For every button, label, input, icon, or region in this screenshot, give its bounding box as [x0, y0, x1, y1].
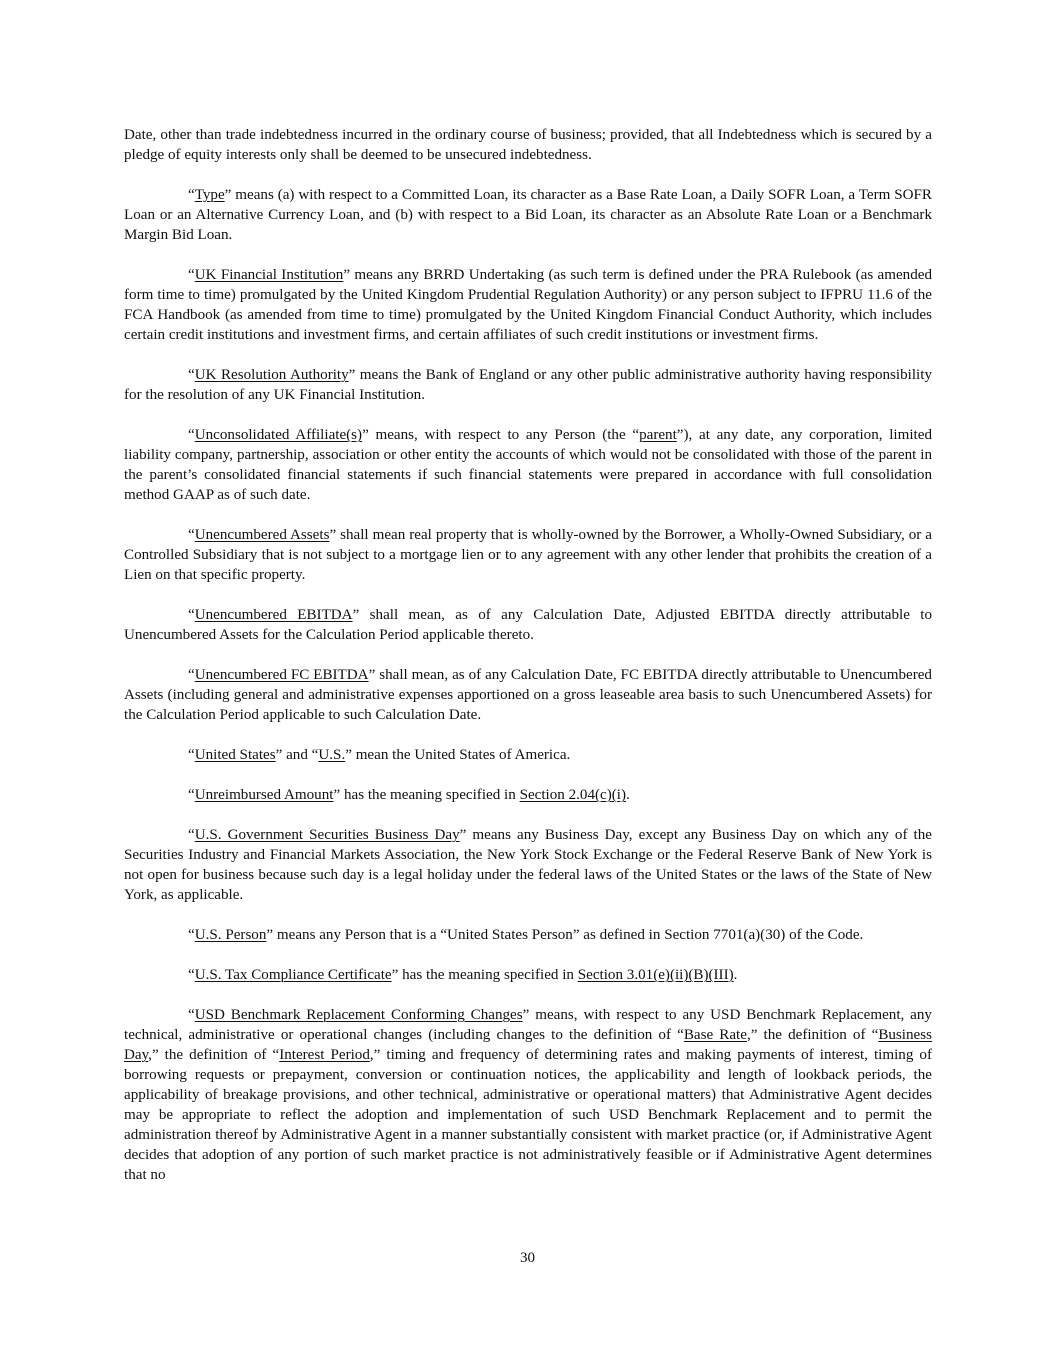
defined-term: Unreimbursed Amount [194, 787, 334, 803]
text-run: “ [188, 1007, 195, 1023]
defined-term: Section 3.01(e)(ii)(B)(III) [577, 967, 734, 983]
text-run: Date, other than trade indebtedness incurred in the ordinary course of business; provided, that all Indebtedness which is secured by a pledge of equity interests only shall be deemed to be unsecured indebtedness. [124, 127, 932, 163]
defined-term: U.S. Government Securities Business Day [194, 827, 460, 843]
definition-uk-financial-institution [124, 265, 932, 345]
text-run: ” means the Bank of England or any other public administrative authority having responsibility for the resolution of any UK Financial Institution. [124, 367, 932, 403]
text-run: ” and “ [275, 747, 319, 763]
defined-term: Unencumbered FC EBITDA [194, 667, 369, 683]
defined-term: U.S. Person [194, 927, 267, 943]
text-run: “ [188, 967, 195, 983]
text-run: ,” the definition of “ [746, 1027, 879, 1043]
defined-term: Unconsolidated Affiliate(s) [194, 427, 363, 443]
definition-unconsolidated-affiliates [124, 425, 932, 505]
text-run: ” means, with respect to any Person (the “ [362, 427, 640, 443]
definition-unreimbursed-amount [124, 785, 932, 805]
definition-united-states [124, 745, 932, 765]
text-run: “ [188, 927, 195, 943]
definition-type [124, 185, 932, 245]
defined-term: U.S. [318, 747, 346, 763]
text-run: ” has the meaning specified in [391, 967, 578, 983]
defined-term: UK Financial Institution [194, 267, 344, 283]
text-run: ” means (a) with respect to a Committed Loan, its character as a Base Rate Loan, a Daily SOFR Loan, a Term SOFR Loan or an Alternative Currency Loan, and (b) with respect to a Bid Loan, its character as an Absolute Rate Loan or a Benchmark Margin Bid Loan. [124, 187, 932, 243]
text-run: “ [188, 367, 195, 383]
text-run: ”), at any date, any corporation, limited liability company, partnership, association or other entity the accounts of which would not be consolidated with those of the parent in the parent’s consolidated financial statements if such financial statements were prepared in accordance with full consolidation method GAAP as of such date. [124, 427, 932, 503]
text-run: ” means any BRRD Undertaking (as such term is defined under the PRA Rulebook (as amended form time to time) promulgated by the United Kingdom Prudential Regulation Authority) or any person subject to IFPRU 11.6 of the FCA Handbook (as amended from time to time) promulgated by the United Kingdom Financial Conduct Authority, which includes certain credit institutions and investment firms, and certain affiliates of such credit institutions or investment firms. [124, 267, 932, 343]
text-run: ,” timing and frequency of determining rates and making payments of interest, timing of borrowing requests or prepayment, conversion or continuation notices, the applicability and length of lookback periods, the applicability of breakage provisions, and other technical, administrative or operational matters) that Administrative Agent decides may be appropriate to reflect the adoption and implementation of such USD Benchmark Replacement and to permit the administration thereof by Administrative Agent in a manner substantially consistent with market practice (or, if Administrative Agent decides that adoption of any portion of such market practice is not administratively feasible or if Administrative Agent determines that no [124, 1047, 933, 1183]
defined-term: Unencumbered Assets [194, 527, 330, 543]
defined-term: parent [639, 427, 677, 443]
text-run: “ [188, 787, 195, 803]
text-run: “ [188, 427, 195, 443]
text-run: ” mean the United States of America. [345, 747, 571, 763]
document-body [124, 125, 932, 1205]
text-run: ” means, with respect to any USD Benchmark Replacement, any technical, administrative or operational changes (including changes to the definition of “ [124, 1007, 932, 1043]
text-run: “ [188, 607, 195, 623]
text-run: ” shall mean, as of any Calculation Date, Adjusted EBITDA directly attributable to Unencumbered Assets for the Calculation Period applicable thereto. [124, 607, 932, 643]
defined-term: Type [194, 187, 225, 203]
page-number: 30 [519, 1250, 536, 1266]
defined-term: United States [194, 747, 276, 763]
text-run: “ [188, 667, 195, 683]
definition-unencumbered-ebitda [124, 605, 932, 645]
definition-unencumbered-fc-ebitda [124, 665, 932, 725]
text-run: “ [188, 527, 195, 543]
text-run: “ [188, 827, 195, 843]
defined-term: Section 2.04(c)(i) [519, 787, 627, 803]
text-run: “ [188, 267, 195, 283]
defined-term: USD Benchmark Replacement Conforming Changes [194, 1007, 523, 1023]
text-run: ” has the meaning specified in [333, 787, 520, 803]
definition-us-person [124, 925, 932, 945]
text-run: ” shall mean, as of any Calculation Date, FC EBITDA directly attributable to Unencumbered Assets (including general and administrative expenses apportioned on a gross leaseable area basis to such Unencumbered Assets) for the Calculation Period applicable to such Calculation Date. [124, 667, 932, 723]
defined-term: Interest Period [279, 1047, 370, 1063]
defined-term: Business Day [124, 1027, 932, 1063]
defined-term: Base Rate [683, 1027, 747, 1043]
defined-term: U.S. Tax Compliance Certificate [194, 967, 392, 983]
text-run: ” means any Business Day, except any Business Day on which any of the Securities Industry and Financial Markets Association, the New York Stock Exchange or the Federal Reserve Bank of New York is not open for business because such day is a legal holiday under the federal laws of the United States or the laws of the State of New York, as applicable. [124, 827, 932, 903]
text-run: . [733, 967, 738, 983]
text-run: “ [188, 747, 195, 763]
defined-term: UK Resolution Authority [194, 367, 349, 383]
definition-unencumbered-assets [124, 525, 932, 585]
definition-uk-resolution-authority [124, 365, 932, 405]
text-run: . [626, 787, 630, 803]
definition-us-tax-compliance-certificate [124, 965, 932, 985]
text-run: “ [188, 187, 195, 203]
definition-us-government-securities-business-day [124, 825, 932, 905]
paragraph-continuation [124, 125, 932, 165]
defined-term: Unencumbered EBITDA [194, 607, 353, 623]
text-run: ,” the definition of “ [148, 1047, 280, 1063]
text-run: ” shall mean real property that is wholly-owned by the Borrower, a Wholly-Owned Subsidiary, or a Controlled Subsidiary that is not subject to a mortgage lien or to any agreement with any other lender that prohibits the creation of a Lien on that specific property. [124, 527, 932, 583]
definition-usd-benchmark-replacement-conforming-changes [124, 1005, 932, 1185]
text-run: ” means any Person that is a “United States Person” as defined in Section 7701(a)(30) of the Code. [266, 927, 864, 943]
